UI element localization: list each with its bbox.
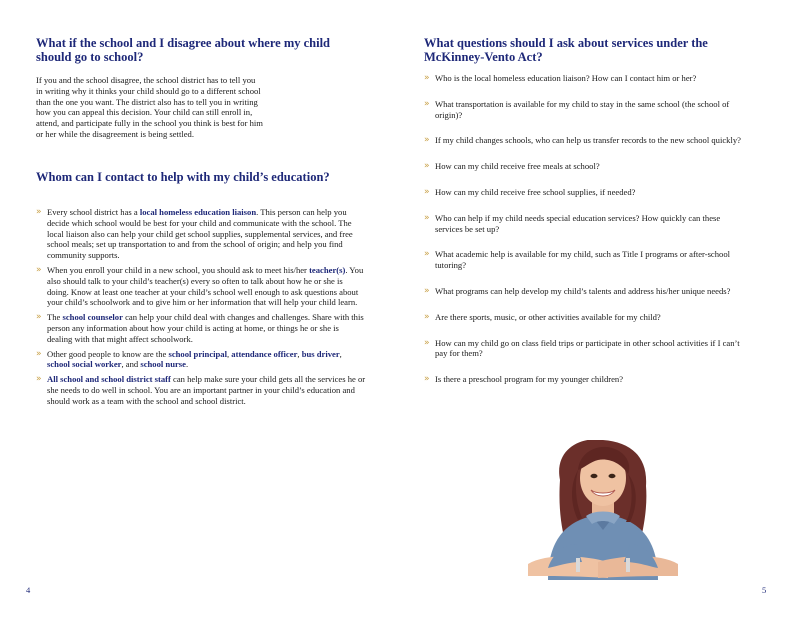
disagree-paragraph: If you and the school disagree, the school district has to tell you in writing why it thinks your child should go to a different school than the one you want. The district also has to tell you in writing how you can appeal this decision. Your child can still enroll in, attend, and participate fully in the school you think is best for him or her while the disagreement is being settled. — [36, 75, 263, 139]
list-item: » All school and school district staff can help make sure your child gets all the services he or she needs to do well in school. You are an important partner in your child’s education and should work as a team with the school and school district. — [36, 374, 366, 406]
question-item: » Who can help if my child needs special education services? How quickly can these services be set up? — [424, 212, 721, 234]
chevron-right-icon: » — [424, 73, 430, 83]
questions-heading: What questions should I ask about services under the McKinney-Vento Act? — [424, 36, 708, 64]
chevron-right-icon: » — [424, 135, 430, 146]
chevron-right-icon: » — [424, 212, 430, 223]
chevron-right-icon: » — [424, 374, 430, 385]
page-number-right: 5 — [762, 585, 767, 595]
question-item: » Is there a preschool program for my younger children? — [424, 374, 624, 385]
list-item: » When you enroll your child in a new school, you should ask to meet his/her teacher(s). You also should talk to your child’s teacher(s) every so often to talk about how he or she is doing. Know at least one teacher at your child’s school well enough to ask questions about your child’s schoolwork and to give him or her information that will help your child learn. — [36, 264, 364, 308]
list-item: » Other good people to know are the school principal, attendance officer, bus driver, school social worker, and school nurse. — [36, 348, 342, 370]
chevron-right-icon: » — [36, 348, 42, 359]
chevron-right-icon: » — [424, 98, 430, 109]
chevron-right-icon: » — [424, 186, 430, 197]
question-item: » How can my child receive free meals at school? — [424, 161, 600, 172]
list-item: » Every school district has a local homeless education liaison. This person can help you decide which school would be best for your child and communicate with the school. The local liaison also can help your child get school supplies, supplemental services, and free school meals; set up transportation to and from the school of origin; and help you find community supports. — [36, 207, 353, 261]
question-item: » What academic help is available for my child, such as Title I programs or after-school tutoring? — [424, 249, 731, 271]
disagree-heading: What if the school and I disagree about where my child should go to school? — [36, 36, 331, 64]
question-item: » Who is the local homeless education liaison? How can I contact him or her? — [424, 73, 697, 83]
contact-heading: Whom can I contact to help with my child’s education? — [36, 170, 330, 184]
question-item: » How can my child receive free school supplies, if needed? — [424, 186, 636, 197]
chevron-right-icon: » — [424, 161, 430, 172]
question-item: » How can my child go on class field trips or participate in other school activities if I can’t pay for them? — [424, 337, 740, 359]
question-item: » What transportation is available for my child to stay in the same school (the school of origin)? — [424, 98, 730, 120]
chevron-right-icon: » — [36, 312, 42, 323]
page-number-left: 4 — [26, 585, 31, 595]
question-item: » What programs can help develop my child’s talents and address his/her unique needs? — [424, 285, 731, 296]
question-item: » Are there sports, music, or other activities available for my child? — [424, 311, 661, 322]
chevron-right-icon: » — [424, 285, 430, 296]
chevron-right-icon: » — [424, 249, 430, 260]
chevron-right-icon: » — [36, 207, 42, 217]
chevron-right-icon: » — [36, 374, 42, 385]
chevron-right-icon: » — [36, 264, 42, 275]
list-item: » The school counselor can help your child deal with changes and challenges. Share with this person any information about how your child is acting at home, or things he or she is dealing with that might affect schoolwork. — [36, 312, 364, 344]
questions-list — [424, 73, 744, 385]
right-page — [400, 0, 800, 618]
student-photo — [508, 440, 698, 586]
contact-list — [36, 207, 366, 407]
chevron-right-icon: » — [424, 337, 430, 348]
chevron-right-icon: » — [424, 311, 430, 322]
question-item: » If my child changes schools, who can help us transfer records to the new school quickly? — [424, 135, 741, 146]
